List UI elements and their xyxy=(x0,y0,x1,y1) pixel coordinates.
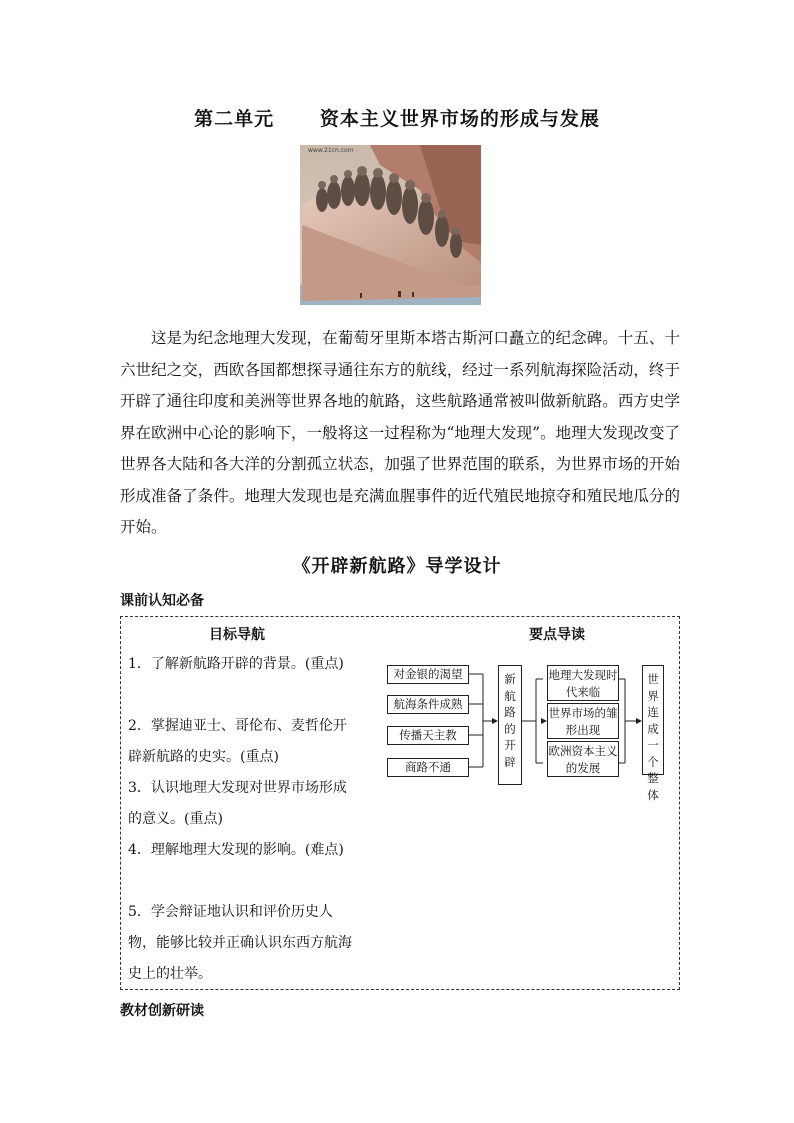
goal-item: 5．学会辩证地认识和评价历史人物，能够比较并正确认识东西方航海史上的壮举。 xyxy=(128,904,352,982)
section-heading-textbook: 教材创新研读 xyxy=(120,1003,204,1019)
monument-photo xyxy=(300,145,481,305)
points-heading: 要点导读 xyxy=(529,627,585,643)
section-heading-preclass: 课前认知必备 xyxy=(120,593,204,609)
goal-item: 2．掌握迪亚士、哥伦布、麦哲伦开辟新航路的史实。(重点) xyxy=(128,718,347,765)
result-box: 地理大发现时代来临 xyxy=(547,665,619,701)
result-box: 世界市场的雏形出现 xyxy=(547,703,619,739)
goals-heading: 目标导航 xyxy=(209,627,265,643)
unit-title: 第二单元 资本主义世界市场的形成与发展 xyxy=(194,108,600,130)
goal-item: 1．了解新航路开辟的背景。(重点) xyxy=(128,656,344,672)
center-box xyxy=(498,665,522,785)
outcome-box xyxy=(642,665,664,802)
goal-item: 3．认识地理大发现对世界市场形成的意义。(重点) xyxy=(128,780,347,827)
photo-watermark: www.21cn.com xyxy=(308,147,354,154)
cause-box: 对金银的渴望 xyxy=(387,665,469,684)
intro-paragraph: 这是为纪念地理大发现，在葡萄牙里斯本塔古斯河口矗立的纪念碑。十五、十六世纪之交，西欧各国都想探寻通往东方的航线，经过一系列航海探险活动，终于开辟了通往印度和美洲等世界各地的航路，这些航路通常被叫做新航路。西方史学界在欧洲中心论的影响下，一般将这一过程称为“地理大发现”。地理大发现改变了世界各大陆和各大洋的分割孤立状态，加强了世界范围的联系，为世界市场的开始形成准备了条件。地理大发现也是充满血腥事件的近代殖民地掠夺和殖民地瓜分的开始。 xyxy=(120,329,680,536)
monument-illustration xyxy=(300,145,481,305)
result-box: 欧洲资本主义的发展 xyxy=(547,741,619,777)
goal-item: 4．理解地理大发现的影响。(难点) xyxy=(128,842,344,858)
guide-box xyxy=(120,616,680,990)
center-label: 新航路的开辟 xyxy=(504,672,516,769)
cause-box: 传播天主教 xyxy=(387,726,469,745)
cause-box: 商路不通 xyxy=(387,758,469,777)
lesson-title: 《开辟新航路》导学设计 xyxy=(292,556,502,577)
cause-box: 航海条件成熟 xyxy=(387,695,469,714)
outcome-label: 世界连成一个整体 xyxy=(647,672,659,802)
